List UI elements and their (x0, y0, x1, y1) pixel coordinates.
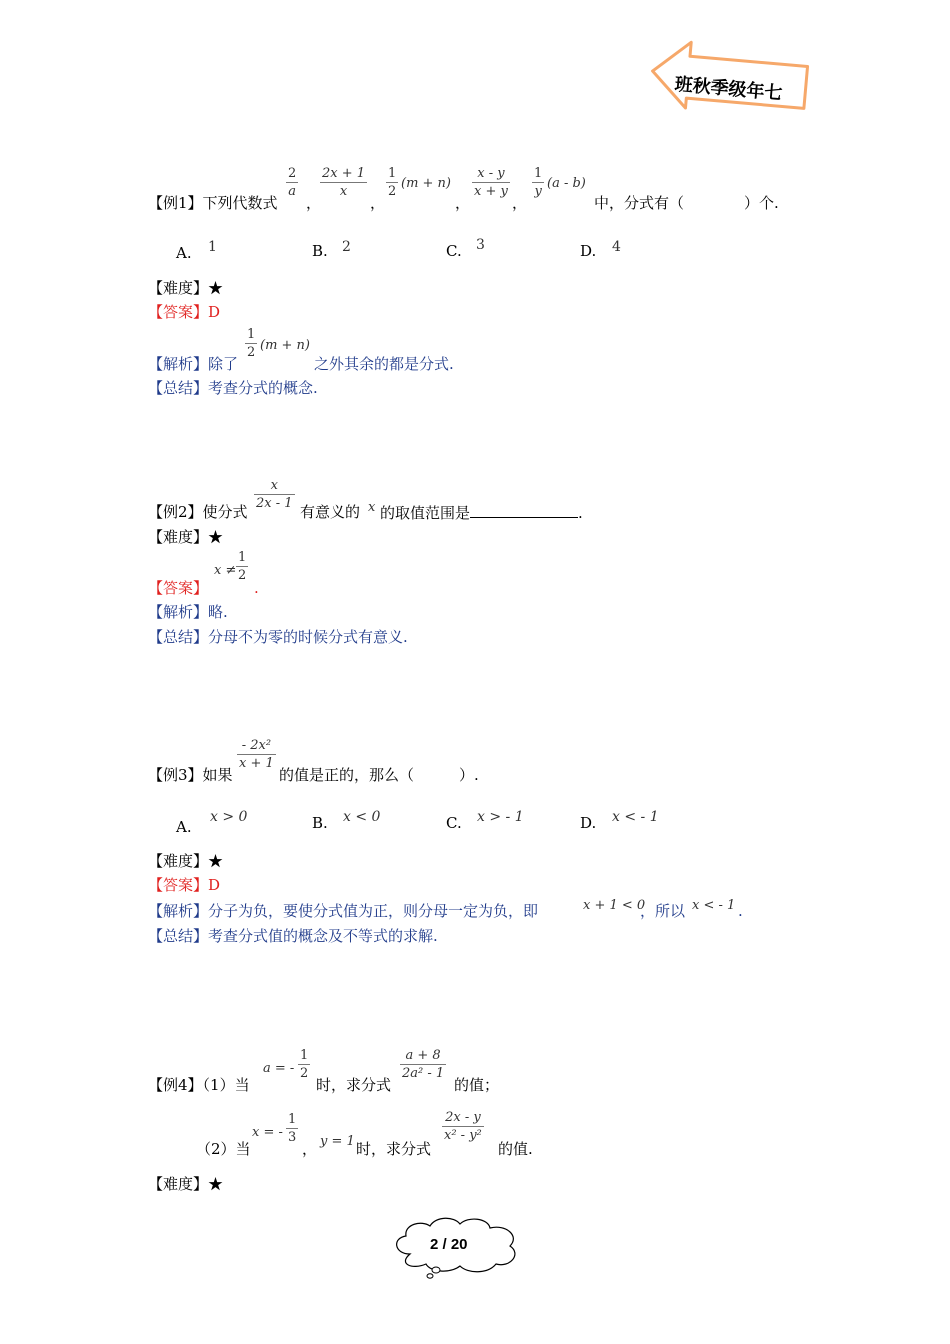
ex4-part2-lhs: x = - (252, 1125, 283, 1140)
ex2-question: 【例2】使分式 (148, 503, 248, 521)
ex4-part1-fraction: a + 8 2a² - 1 (402, 1048, 445, 1081)
ex4-part1-lhs: a = - (263, 1061, 295, 1076)
ex1-fraction-5-tail: (a - b) (547, 176, 586, 191)
ex3-answer: 【答案】D (148, 876, 221, 894)
ex1-option-c-letter: C. (446, 242, 462, 260)
ex4-part2-comma: ， (302, 1140, 318, 1158)
ex1-comma-4: ， (512, 194, 528, 212)
ex2-answer-end: . (254, 579, 259, 597)
ex3-difficulty: 【难度】★ (148, 852, 224, 870)
ex1-comma-3: ， (455, 194, 471, 212)
ex3-option-c-letter: C. (446, 814, 462, 832)
ex1-answer: 【答案】D (148, 303, 221, 321)
ex1-option-b-value: 2 (342, 239, 351, 255)
ex3-summary: 【总结】考查分式值的概念及不等式的求解. (148, 927, 438, 945)
ex2-answer-label: 【答案】 (148, 579, 209, 597)
ex2-trail: 的取值范围是 . (380, 504, 583, 522)
ex1-fraction-5: 1 y (534, 166, 543, 199)
ex3-option-a-value: x > 0 (210, 809, 248, 825)
ex1-fraction-1: 2 a (288, 166, 297, 199)
ex4-part1-mid: 时，求分式 (316, 1076, 392, 1094)
ex3-analysis-end: . (738, 902, 743, 920)
ex1-analysis-tail: (m + n) (260, 338, 311, 353)
ex4-difficulty: 【难度】★ (148, 1175, 224, 1193)
ex3-option-b-value: x < 0 (343, 809, 381, 825)
ex1-summary: 【总结】考查分式的概念. (148, 379, 318, 397)
ex1-analysis-post: 之外其余的都是分式. (314, 355, 454, 373)
ex3-trail: 的值是正的，那么（ ）. (279, 766, 479, 784)
ex1-label: 【例1】 (148, 194, 203, 212)
ex1-option-c-value: 3 (476, 237, 485, 253)
ex1-fraction-4: x - y x + y (474, 166, 508, 199)
ex3-option-d-letter: D. (580, 814, 597, 832)
ex1-option-d-value: 4 (612, 239, 621, 255)
ex1-option-a-letter: A. (176, 244, 192, 262)
ex3-analysis-math-1: x + 1 < 0 (583, 898, 646, 913)
ex4-part2-mid: 时，求分式 (356, 1140, 432, 1158)
ex2-mid: 有意义的 (300, 503, 361, 521)
ex3-option-c-value: x > - 1 (477, 809, 524, 825)
ex4-part2-trail: 的值. (498, 1140, 533, 1158)
ex4-part2-y: y = 1 (320, 1134, 355, 1149)
ex2-var: x (368, 500, 376, 515)
ex1-option-d-letter: D. (580, 242, 597, 260)
ex1-question (148, 194, 278, 212)
ex3-analysis-mid: ，所以 (640, 902, 686, 920)
ex4-part2-lead: （2）当 (196, 1140, 251, 1158)
ex3-fraction: - 2x² x + 1 (239, 738, 274, 771)
ex4-part2-fraction: 2x - y x² - y² (444, 1110, 482, 1143)
ex3-option-b-letter: B. (312, 814, 328, 832)
ex3-analysis-math-2: x < - 1 (692, 898, 736, 913)
ex3-question: 【例3】如果 (148, 766, 233, 784)
ex1-fraction-3-tail: (m + n) (401, 176, 452, 191)
ex2-fraction: x 2x - 1 (256, 478, 293, 511)
ex1-fraction-2: 2x + 1 x (322, 166, 366, 199)
ex1-option-b-letter: B. (312, 242, 328, 260)
ex2-answer-blank (470, 503, 578, 518)
ex1-comma-2: ， (370, 194, 386, 212)
page-number: 2 / 20 (430, 1236, 468, 1253)
ex4-part1-trail: 的值； (454, 1076, 500, 1094)
ex4-part2-value: 1 3 (288, 1112, 297, 1145)
ex1-option-a-value: 1 (208, 239, 217, 255)
ex1-analysis-fraction: 1 2 (247, 327, 256, 360)
ex1-difficulty: 【难度】★ (148, 279, 224, 297)
ex2-analysis: 【解析】略. (148, 603, 228, 621)
ex2-difficulty: 【难度】★ (148, 528, 224, 546)
ex4-part1: 【例4】（1）当 (148, 1076, 250, 1094)
ex4-part1-value: 1 2 (300, 1048, 309, 1081)
ex1-analysis: 【解析】除了 (148, 355, 239, 373)
ex3-option-a-letter: A. (176, 818, 192, 836)
ex2-answer-fraction: 1 2 (238, 550, 247, 583)
ex1-lead: 下列代数式 (202, 194, 278, 212)
ex3-analysis: 【解析】分子为负，要使分式值为正，则分母一定为负，即 (148, 902, 539, 920)
header-tag-text: 班秋季级年七 (673, 73, 784, 105)
ex2-answer-lhs: x ≠ (214, 563, 237, 578)
ex1-trail: 中，分式有（ ）个. (594, 194, 779, 212)
ex1-fraction-3: 1 2 (388, 166, 397, 199)
ex3-option-d-value: x < - 1 (612, 809, 659, 825)
ex2-summary: 【总结】分母不为零的时候分式有意义. (148, 628, 408, 646)
ex1-comma-1: ， (306, 194, 322, 212)
